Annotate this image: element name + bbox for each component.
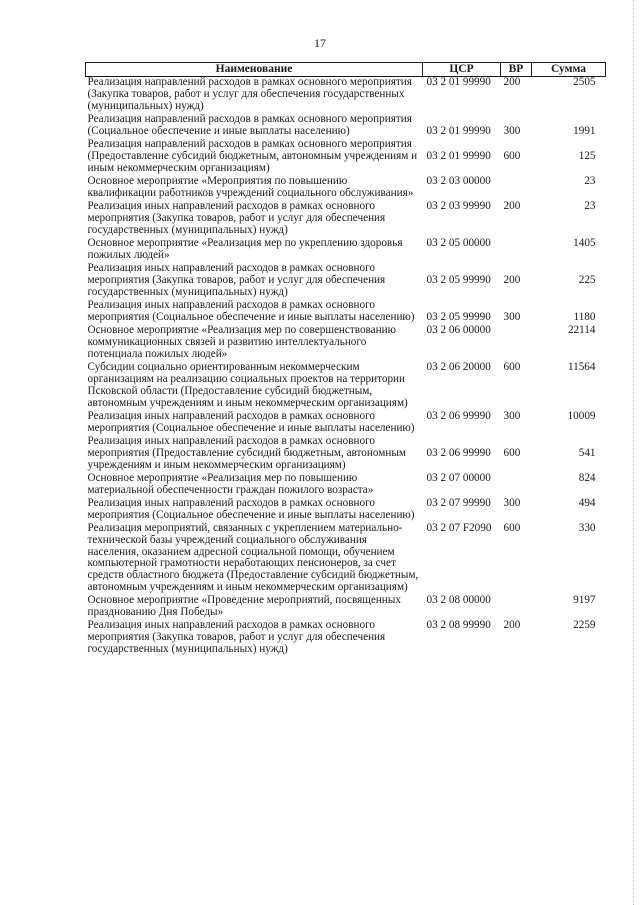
- row-csr: 03 2 01 99990: [426, 76, 491, 88]
- row-csr: 03 2 06 00000: [426, 324, 491, 337]
- row-csr: 03 2 06 99990: [426, 409, 491, 422]
- row-name: Основное мероприятие «Реализация мер по укреплению здоровья пожилых людей»: [87, 237, 403, 261]
- row-csr: 03 2 07 F2090: [426, 522, 492, 535]
- table-row: [86, 595, 606, 620]
- row-vr: 200: [503, 274, 521, 287]
- row-csr: 03 2 05 00000: [426, 237, 491, 250]
- row-name: Основное мероприятие «Реализация мер по повышению материальной обеспеченности граждан пожилого возраста»: [87, 471, 374, 496]
- row-sum: 1991: [573, 124, 596, 137]
- row-name: Субсидии социально ориентированным некоммерческим организациям на реализацию социальных проектов на территории Псковской области (Предоставление субсидий бюджетным, автономным учреждениям и иным некоммерческим организациям): [87, 361, 408, 409]
- row-csr: 03 2 06 99990: [426, 447, 491, 460]
- table-row: [86, 498, 606, 523]
- row-sum: 225: [578, 274, 596, 287]
- row-sum: 23: [584, 200, 596, 213]
- row-csr: 03 2 07 99990: [426, 497, 491, 509]
- table-row: [86, 436, 606, 473]
- row-name: Реализация иных направлений расходов в рамках основного мероприятия (Закупка товаров, работ и услуг для обеспечения государственных (муниципальных) нужд): [87, 262, 386, 298]
- row-sum: 23: [584, 175, 596, 188]
- budget-table: [85, 62, 606, 657]
- row-name: Реализация иных направлений расходов в рамках основного мероприятия (Социальное обеспечение и иные выплаты населению): [87, 299, 415, 323]
- table-row: [86, 238, 606, 263]
- row-vr: [501, 595, 532, 620]
- row-csr: 03 2 05 99990: [426, 311, 491, 324]
- row-name: Реализация направлений расходов в рамках основного мероприятия (Закупка товаров, работ и услуг для обеспечения государственных (муниципальных) нужд): [87, 76, 412, 112]
- row-vr: 600: [503, 361, 521, 374]
- table-row: [86, 325, 606, 362]
- row-name: Реализация направлений расходов в рамках основного мероприятия (Предоставление субсидий бюджетным, автономным учреждениям и иным некоммерческим организациям): [87, 138, 418, 174]
- table-row: [86, 263, 606, 300]
- row-vr: 300: [503, 409, 521, 422]
- row-sum: 9197: [573, 594, 596, 607]
- row-vr: 600: [503, 150, 521, 163]
- row-csr: 03 2 05 99990: [426, 274, 491, 287]
- table-row: [86, 139, 606, 176]
- row-vr: 200: [503, 619, 521, 632]
- row-sum: 824: [578, 471, 596, 484]
- row-vr: 300: [503, 124, 521, 137]
- row-csr: 03 2 01 99990: [426, 124, 491, 137]
- row-sum: 11564: [567, 361, 596, 374]
- row-sum: 1180: [573, 311, 596, 324]
- header-sum: Сумма: [532, 63, 606, 77]
- row-vr: 300: [503, 497, 521, 509]
- table-row: [86, 473, 606, 498]
- table-row: [86, 300, 606, 325]
- row-csr: 03 2 01 99990: [426, 150, 491, 163]
- header-name: Наименование: [86, 63, 423, 77]
- table-row: [86, 362, 606, 411]
- row-name: Реализация иных направлений расходов в рамках основного мероприятия (Закупка товаров, работ и услуг для обеспечения государственных (муниципальных) нужд): [87, 619, 386, 656]
- table-row: [86, 411, 606, 436]
- row-vr: 200: [503, 200, 521, 213]
- row-vr: 600: [503, 447, 521, 460]
- row-sum: 2505: [573, 76, 596, 88]
- row-vr: [501, 325, 532, 362]
- row-name: Реализация мероприятий, связанных с укреплением материально-технической базы учреждений социального обслуживания населения, оказанием адресной социальной помощи, обучением компьютерной грамотности неработающих пенсионеров, за счет средств областного бюджета (Предоставление субсидий бюджетным, автономным учреждениям и иным некоммерческим организациям): [87, 522, 419, 594]
- row-vr: 600: [503, 522, 521, 535]
- table-row: [86, 176, 606, 201]
- row-sum: 22114: [567, 324, 596, 337]
- row-name: Реализация иных направлений расходов в рамках основного мероприятия (Социальное обеспечение и иные выплаты населению): [87, 409, 415, 434]
- row-sum: 1405: [573, 237, 596, 250]
- row-vr: [501, 473, 532, 498]
- table-row: [86, 114, 606, 139]
- row-sum: 10009: [567, 409, 596, 422]
- row-sum: 541: [578, 447, 596, 460]
- table-row: [86, 77, 606, 114]
- header-csr: ЦСР: [423, 63, 501, 77]
- row-name: Реализация направлений расходов в рамках основного мероприятия (Социальное обеспечение и иные выплаты населению): [87, 112, 412, 137]
- row-csr: 03 2 06 20000: [426, 361, 491, 374]
- row-name: Основное мероприятие «Проведение мероприятий, посвященных празднованию Дня Победы»: [87, 594, 401, 619]
- row-csr: 03 2 08 00000: [426, 594, 491, 607]
- row-name: Основное мероприятие «Реализация мер по совершенствованию коммуникационных связей и развитию интеллектуального потенциала пожилых людей»: [87, 324, 396, 360]
- row-sum: 2259: [573, 619, 596, 632]
- table-row: [86, 523, 606, 595]
- row-csr: 03 2 07 00000: [426, 471, 491, 484]
- table-row: [86, 201, 606, 238]
- row-csr: 03 2 03 99990: [426, 200, 491, 213]
- row-vr: 200: [503, 76, 521, 88]
- row-csr: 03 2 08 99990: [426, 619, 491, 632]
- row-sum: 494: [578, 497, 596, 509]
- page-number: 17: [314, 36, 326, 50]
- row-name: Реализация иных направлений расходов в рамках основного мероприятия (Закупка товаров, работ и услуг для обеспечения государственных (муниципальных) нужд): [87, 200, 386, 236]
- row-name: Основное мероприятие «Мероприятия по повышению квалификации работников учреждений социального обслуживания»: [87, 175, 414, 199]
- row-name: Реализация иных направлений расходов в рамках основного мероприятия (Предоставление субсидий бюджетным, автономным учреждениям и иным некоммерческим организациям): [87, 435, 406, 471]
- row-sum: 125: [578, 150, 596, 163]
- table-header-row: [86, 63, 606, 77]
- scan-margin-line: [633, 0, 634, 905]
- table-row: [86, 620, 606, 657]
- row-sum: 330: [578, 522, 596, 535]
- row-name: Реализация иных направлений расходов в рамках основного мероприятия (Социальное обеспечение и иные выплаты населению): [87, 497, 415, 521]
- row-vr: [501, 176, 532, 201]
- row-vr: [501, 238, 532, 263]
- row-vr: 300: [503, 311, 521, 324]
- row-csr: 03 2 03 00000: [426, 175, 491, 188]
- header-vr: ВР: [501, 63, 532, 77]
